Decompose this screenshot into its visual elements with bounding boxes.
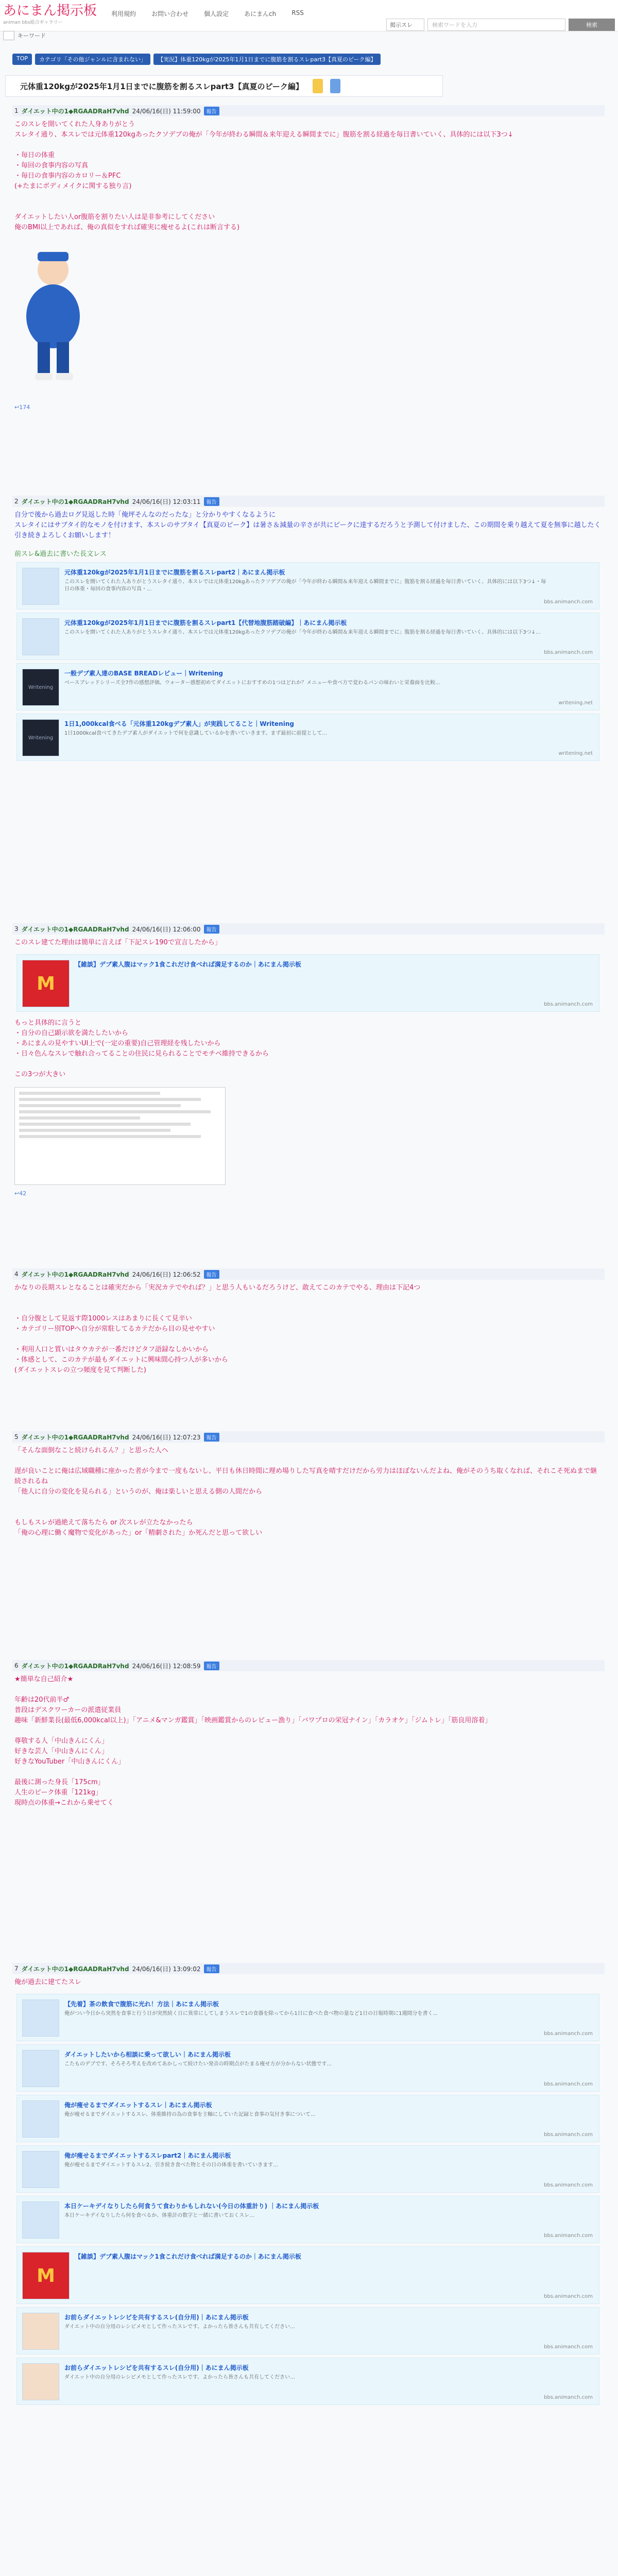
section-heading: 前スレ&過去に書いた長文レス: [14, 550, 107, 558]
card-source: bbs.animanch.com: [544, 2395, 593, 2400]
post-body: このスレを開いてくれた人身ありがとう スレタイ通り、本スレでは元体重120kgあったクソデブの俺が「今年が終わる瞬間＆来年迎える瞬間までに」腹筋を割る経過を毎日書いていく、具体的には以下3つ↓ ・毎日の体重 ・毎回の食事内容の写真 ・毎日の食事内容のカロリー＆PFC (+たまにボディメイクに関する独り言) ダイエットしたい人or腹筋を割りたい人は是非参考にしてください 俺のBMI以上であれば、俺の真似をすれば確実に痩せるよ(これは断言する): [14, 121, 513, 231]
card-description: ベースブレッドシリーズ全7作の感想評価。ウォーター感想初めてダイエットにおすすめの1つはどれか？メニューや食べ方で変わるパンの味わいと栄養面を比較...: [64, 680, 440, 686]
post-2: [12, 496, 605, 764]
nav-contact[interactable]: お問い合わせ: [151, 10, 189, 18]
link-card[interactable]: [16, 2246, 599, 2304]
card-source: bbs.animanch.com: [544, 2182, 593, 2188]
card-source: bbs.animanch.com: [544, 2294, 593, 2299]
card-thumbnail: [22, 2100, 59, 2138]
keyword-label: キーワード: [18, 32, 46, 39]
card-description: 本日ケーキデイなりしたら何を食べるか、体重計の数字と一緒に書いておくスレ...: [64, 2213, 254, 2218]
post-header: [12, 923, 605, 935]
post-date: 24/06/16(日) 13:09:02: [132, 1965, 201, 1973]
post-header: [12, 1268, 605, 1280]
poster-name: ダイエット中の1◆RGAADRaH7vhd: [21, 498, 129, 505]
poster-name: ダイエット中の1◆RGAADRaH7vhd: [21, 107, 129, 115]
card-description: このスレを開いてくれた人ありがとうスレタイ通り、本スレでは元体重120kgあったクソデブの俺が「今年が終わる瞬間＆来年迎える瞬間までに」腹筋を割る経過を毎日書いていく、具体的には以下3つ↓・毎日の体重・毎回の食事内容の写真・...: [64, 579, 546, 592]
mcdonalds-logo-icon: M: [22, 2252, 70, 2299]
link-card[interactable]: [16, 1994, 599, 2041]
post-date: 24/06/16(日) 12:07:23: [132, 1433, 201, 1441]
card-title[interactable]: お前らダイエットレシピを共有するスレ(自分用)｜あにまん掲示板: [64, 2314, 249, 2321]
card-thumbnail: [22, 2363, 59, 2400]
nav-terms[interactable]: 利用規約: [111, 10, 136, 18]
card-description: 俺がつい今日から突然を食事と行う日が突然続く日に異常にしてしまうスレで1の食器を除ってから1日に食べた食べ物の量など1日の日報時期に1週間分を書く...: [64, 2011, 438, 2016]
link-card[interactable]: [16, 954, 599, 1012]
poster-name: ダイエット中の1◆RGAADRaH7vhd: [21, 925, 129, 933]
post-number[interactable]: 3: [14, 925, 19, 933]
card-source: bbs.animanch.com: [544, 650, 593, 655]
report-button[interactable]: 報告: [204, 1433, 219, 1442]
card-thumbnail: Writening: [22, 719, 59, 756]
post-header: [12, 1963, 605, 1974]
card-title[interactable]: 1日1,000kcal食べる「元体重120kgデブ素人」が実践してること｜Writening: [64, 720, 294, 727]
embedded-screenshot[interactable]: [14, 1087, 226, 1185]
favorite-icon[interactable]: [313, 79, 323, 93]
post-3: [12, 923, 605, 1202]
card-title[interactable]: お前らダイエットレシピを共有するスレ(自分用)｜あにまん掲示板: [64, 2364, 249, 2371]
card-source: bbs.animanch.com: [544, 599, 593, 605]
post-number[interactable]: 5: [14, 1433, 19, 1440]
card-title[interactable]: 俺が痩せるまでダイエットするスレpart2｜あにまん掲示板: [64, 2152, 231, 2159]
site-logo[interactable]: [0, 4, 111, 25]
logo-text[interactable]: あにまん掲示板: [3, 3, 97, 19]
breadcrumb: [12, 54, 381, 65]
link-card[interactable]: [16, 2358, 599, 2405]
poster-name: ダイエット中の1◆RGAADRaH7vhd: [21, 1965, 129, 1973]
post-number[interactable]: 4: [14, 1270, 19, 1278]
search-input[interactable]: 検索ワードを入力: [427, 19, 565, 31]
post-header: [12, 496, 605, 507]
poster-name: ダイエット中の1◆RGAADRaH7vhd: [21, 1662, 129, 1670]
card-description: ダイエット中の自分用のレシピメモとして作ったスレです、よかったら皆さんも共有してください...: [64, 2375, 295, 2380]
link-card[interactable]: [16, 562, 599, 609]
card-description: 俺が痩せるまでダイエットするスレ、体重維持の為の食事を主軸にしていた記録と食事の気付き事について...: [64, 2112, 316, 2117]
post-6: [12, 1660, 605, 1811]
report-button[interactable]: 報告: [204, 107, 219, 115]
link-card[interactable]: [16, 2196, 599, 2243]
nav-animanch[interactable]: あにまんch: [244, 10, 277, 18]
post-body: 自分で後から過去ログ見返した時「俺坪そんなのだったな」と分かりやすくなるように スレタイにはサブタイ的なモノを付けます、本スレのサブタイ【真夏のピーク】は暑さ＆減量の辛さが共にピークに達するだろうと予測して付けました、この期間を乗り越えて夏を無事に越したく 引き続きよろしくお願いします！: [14, 511, 601, 539]
post-body-continued: もっと具体的に言うと ・自分の自己顕示欲を満たしたいから ・あにまんの見やすいUI上で(一定の重要)自己管理経を残したいから ・日々色んなスレで触れ合ってることの住民に見られることでモチベ維持できるから この3つが大きい: [14, 1019, 269, 1078]
post-date: 24/06/16(日) 12:06:00: [132, 925, 201, 933]
card-title[interactable]: 【先着】茶の飲食で腹筋に光れ！方法｜あにまん掲示板: [64, 2001, 219, 2008]
breadcrumb-thread[interactable]: 【実況】体重120kgが2025年1月1日までに腹筋を割るスレpart3【真夏のピーク編】: [153, 54, 380, 65]
poster-name: ダイエット中の1◆RGAADRaH7vhd: [21, 1433, 129, 1441]
mcdonalds-logo-icon: M: [22, 960, 70, 1007]
card-source: bbs.animanch.com: [544, 1002, 593, 1007]
link-card[interactable]: [16, 2307, 599, 2354]
card-title[interactable]: 一般デブ素人達のBASE BREADレビュー｜Writening: [64, 670, 224, 677]
poster-name: ダイエット中の1◆RGAADRaH7vhd: [21, 1270, 129, 1278]
link-card[interactable]: [16, 663, 599, 710]
breadcrumb-top[interactable]: TOP: [12, 54, 32, 65]
link-card[interactable]: [16, 2145, 599, 2193]
breadcrumb-category[interactable]: カテゴリ「その他ジャンルに含まれない」: [35, 54, 150, 65]
card-description: このスレを開いてくれた人ありがとうスレタイ通り、本スレでは元体重120kgあったクソデブの俺が「今年が終わる瞬間＆来年迎える瞬間までに」腹筋を割る経過を毎日書いていく、具体的には以下3つ↓...: [64, 630, 541, 635]
card-thumbnail: [22, 2050, 59, 2087]
thread-title-bar: [5, 75, 443, 97]
post-1: [12, 105, 605, 416]
link-card[interactable]: [16, 2044, 599, 2092]
card-thumbnail: [22, 1999, 59, 2037]
post-number[interactable]: 6: [14, 1662, 19, 1669]
post-header: [12, 1431, 605, 1443]
card-thumbnail: Writening: [22, 669, 59, 706]
report-button[interactable]: 報告: [204, 925, 219, 934]
post-number[interactable]: 7: [14, 1965, 19, 1972]
card-thumbnail: [22, 2201, 59, 2239]
logo-subtitle: animan bbs総合ギャラリー: [3, 20, 63, 25]
share-icon[interactable]: [330, 79, 340, 93]
card-source: writening.net: [558, 751, 593, 756]
post-5: [12, 1431, 605, 1541]
nav-settings[interactable]: 個人設定: [204, 10, 229, 18]
card-source: bbs.animanch.com: [544, 2132, 593, 2138]
keyword-toggle[interactable]: [3, 31, 14, 40]
link-card[interactable]: [16, 613, 599, 660]
card-title[interactable]: ダイエットしたいから相談に乗って欲しい｜あにまん掲示板: [64, 2051, 231, 2058]
nav-rss[interactable]: RSS: [291, 9, 304, 16]
card-description: 1日1000kcal食べてきたデブ素人がダイエットで何を意識しているかを書いていきます。まず最初に前提として...: [64, 731, 327, 736]
card-title[interactable]: 本日ケーキデイなりしたら何食うて食わりかもしれない(今日の体重計り) ｜あにまん掲示板: [64, 2202, 319, 2210]
card-title[interactable]: 元体重120kgが2025年1月1日までに腹筋を割るスレpart1【代替地腹筋踏破編】｜あにまん掲示板: [64, 619, 347, 626]
card-title[interactable]: 【雑談】デブ素人腹はマック1食これだけ食べれば満足するのか｜あにまん掲示板: [75, 2253, 301, 2260]
post-date: 24/06/16(日) 12:08:59: [132, 1662, 201, 1670]
post-body: このスレ建てた理由は簡単に言えば「下記スレ190で宣言したから」: [14, 939, 221, 946]
search-area: [386, 4, 618, 31]
report-button[interactable]: 報告: [204, 1270, 219, 1279]
card-title[interactable]: 【雑談】デブ素人腹はマック1食これだけ食べれば満足するのか｜あにまん掲示板: [75, 961, 301, 968]
card-source: bbs.animanch.com: [544, 2233, 593, 2239]
link-card[interactable]: [16, 714, 599, 761]
card-thumbnail: [22, 2151, 59, 2188]
card-thumbnail: [22, 618, 59, 655]
keyword-row: [3, 31, 46, 40]
post-number[interactable]: 1: [14, 107, 19, 114]
card-source: bbs.animanch.com: [544, 2081, 593, 2087]
post-body: かなりの長期スレとなることは確実だから「実況カテでやれば？」と思う人もいるだろうけど、敢えてこのカテでやる、理由は下記4つ ・自分腹として見返す際1000レスはあまりに長くて見辛い ・カテゴリー別TOPへ自分が常駐してるカテだから目の見せやすい ・利用人口と質いはタウカテが一番だけどタフ語録なしかいから ・体感として、このカテが最もダイエットに興味間心持つ人が多いから (ダイエットスレの立つ頻度を見て判断した): [14, 1284, 421, 1374]
reply-count[interactable]: ↩42: [14, 1190, 27, 1197]
card-description: 俺が痩せるまでダイエットするスレ2、引き続き食べた物とその日の体重を書いていきます...: [64, 2162, 278, 2168]
post-body: ★簡単な自己紹介★ 年齢は20代前半♂ 普段はデスクワーカーの派遣従業員 趣味「新鮮業長(最低6,000kcal以上)」「アニメ&マンガ鑑賞」「映画鑑賞からのレビュー漁り」「バワプロの栄冠ナイン」「カラオケ」「ジムトレ」「筋良用溶着」 尊敬する人「中山きんにくん」 好きな芸人「中山きんにくん」 好きなYouTuber「中山きんにくん」 最後に測った身長「175cm」 人生のピーク体重「121kg」 現時点の体重→これから乗せてく: [14, 1675, 492, 1807]
post-header: [12, 105, 605, 116]
card-thumbnail: [22, 2313, 59, 2350]
runner-illustration: [14, 239, 92, 394]
post-body: 俺が過去に建てたスレ: [14, 1978, 82, 1986]
post-4: [12, 1268, 605, 1379]
post-header: [12, 1660, 605, 1671]
search-button[interactable]: 検索: [569, 19, 615, 31]
card-description: ダイエット中の自分用のレシピメモとして作ったスレです、よかったら皆さんも共有してください...: [64, 2324, 295, 2330]
reply-count[interactable]: ↩174: [14, 404, 30, 411]
search-scope-select[interactable]: 掲示スレ: [386, 19, 424, 31]
report-button[interactable]: 報告: [204, 1964, 219, 1973]
report-button[interactable]: 報告: [204, 497, 219, 506]
post-date: 24/06/16(日) 12:03:11: [132, 498, 201, 505]
top-header: [0, 0, 618, 31]
post-number[interactable]: 2: [14, 498, 19, 505]
thread-title: 元体重120kgが2025年1月1日までに腹筋を割るスレpart3【真夏のピーク編】: [20, 81, 303, 91]
post-7: [12, 1963, 605, 2408]
card-thumbnail: [22, 568, 59, 605]
link-card[interactable]: [16, 2095, 599, 2142]
post-date: 24/06/16(日) 11:59:00: [132, 107, 201, 115]
post-date: 24/06/16(日) 12:06:52: [132, 1270, 201, 1278]
card-source: writening.net: [558, 700, 593, 706]
card-description: こたものデブです、そろそろ考えを改めてあかしって続けたい発音の時期点がたまる痩せ方が分からない状態です...: [64, 2061, 332, 2067]
card-title[interactable]: 俺が痩せるまでダイエットするスレ｜あにまん掲示板: [64, 2102, 212, 2109]
top-nav: [111, 4, 304, 18]
card-source: bbs.animanch.com: [544, 2344, 593, 2350]
card-source: bbs.animanch.com: [544, 2031, 593, 2037]
card-title[interactable]: 元体重120kgが2025年1月1日までに腹筋を割るスレpart2｜あにまん掲示板: [64, 569, 285, 576]
post-body: 「そんな面倒なこと続けられるん？」と思った人へ 遅が良いことに俺は広域職種に座かった者が今まで一度もないし、平日も休日時間に理め場りした写真を晴すだけだから労力はほぼないんだよね、俺がそのうち取くなれば、それこそ死ぬまで継続されるね 「他人に自分の変化を見られる」というのが、俺は楽しいと思える側の人間だから もしもスレが過絶えて落ちたら or 次スレが立たなかったら 「俺の心理に働く魔物で変化があった」or「精劇された」か死んだと思って欲しい: [14, 1447, 597, 1537]
report-button[interactable]: 報告: [204, 1662, 219, 1670]
